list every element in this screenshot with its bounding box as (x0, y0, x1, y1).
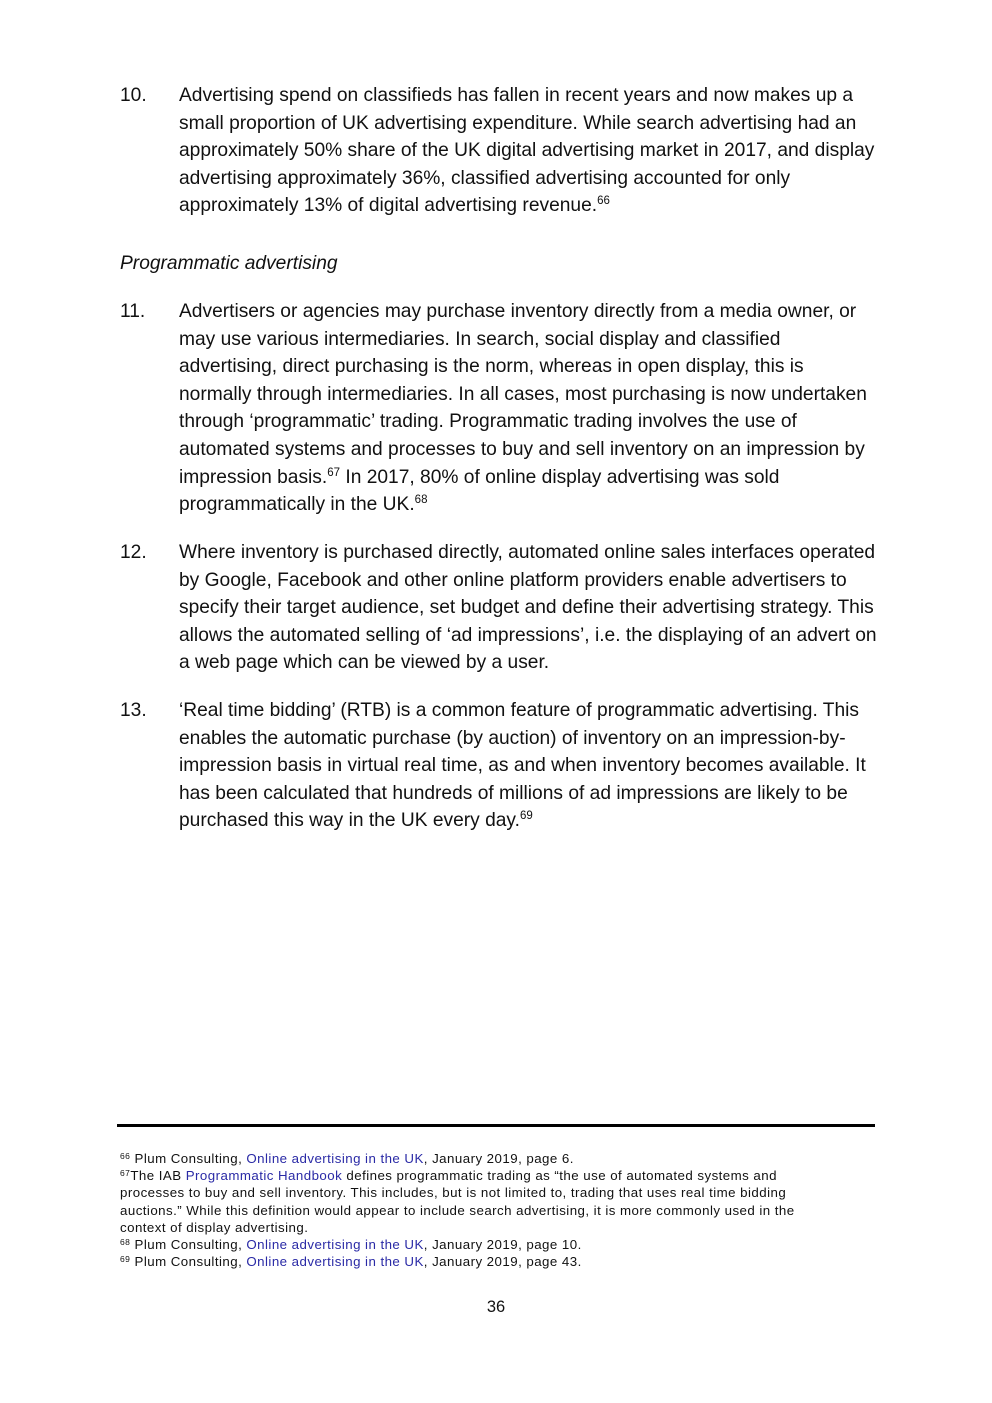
paragraph-number: 11. (120, 301, 146, 322)
footnote-69 (120, 1253, 840, 1270)
footnote-separator (117, 1124, 875, 1127)
footnote-mark: 66 (120, 1151, 131, 1161)
footnote-link[interactable]: Online advertising in the UK (246, 1254, 424, 1270)
footnote-mark: 67 (120, 1168, 131, 1179)
footnote-link[interactable]: Programmatic Handbook (185, 1168, 343, 1184)
footnote-66 (120, 1150, 840, 1167)
section-subheading: Programmatic advertising (120, 253, 338, 274)
paragraph-number: 10. (120, 85, 147, 106)
paragraph-text: In 2017, 80% of online display advertising was sold programmatically in the UK. (179, 466, 780, 516)
footnote-mark: 68 (120, 1237, 131, 1248)
paragraph-number: 13. (120, 700, 147, 721)
footnote-67 (120, 1167, 840, 1236)
paragraph-text: ‘Real time bidding’ (RTB) is a common feature of programmatic advertising. This enables the automatic purchase (by auction) of inventory on an impression-by-impression basis in virtual real time, as and when inventory becomes available. It has been calculated that hundreds of millions of ad impressions are likely to be purchased this way in the UK every day. (179, 700, 866, 832)
paragraph-body (179, 298, 880, 519)
page-number: 36 (486, 1298, 506, 1316)
footnote-text: defines programmatic trading as “the use of automated systems and processes to buy and sell inventory. This includes, but is not limited to, trading that uses real time bidding auctions.” While this definition would appear to include search advertising, it is more commonly used in the context of display advertising. (120, 1168, 795, 1235)
paragraph-10 (120, 82, 880, 220)
footnote-text: Plum Consulting, (130, 1151, 247, 1166)
paragraph-12 (120, 539, 880, 677)
paragraph-body (179, 697, 880, 835)
footnotes (120, 1150, 840, 1270)
footnote-reference[interactable]: 67 (327, 466, 341, 479)
paragraph-13 (120, 697, 880, 835)
paragraph-11 (120, 298, 880, 519)
paragraph-number: 12. (120, 542, 147, 563)
paragraph-text: Advertising spend on classifieds has fallen in recent years and now makes up a small proportion of UK advertising expenditure. While search advertising had an approximately 50% share of the UK digital advertising market in 2017, and display advertising approximately 36%, classified advertising accounted for only approximately 13% of digital advertising revenue. (179, 85, 875, 217)
footnote-reference[interactable]: 66 (597, 195, 610, 208)
footnote-text: , January 2019, page 10. (423, 1237, 582, 1253)
paragraph-text: Advertisers or agencies may purchase inventory directly from a media owner, or may use various intermediaries. In search, social display and classified advertising, direct purchasing is the norm, whereas in open display, this is normally through intermediaries. In all cases, most purchasing is now undertaken through ‘programmatic’ trading. Programmatic trading involves the use of automated systems and processes to buy and sell inventory on an impression by impression basis. (179, 301, 867, 488)
footnote-link[interactable]: Online advertising in the UK (246, 1237, 424, 1253)
footnote-text: Plum Consulting, (130, 1237, 247, 1253)
paragraph-body (179, 539, 880, 677)
footnote-mark: 69 (120, 1254, 131, 1265)
footnote-text: , January 2019, page 43. (423, 1254, 582, 1270)
footnote-text: Plum Consulting, (130, 1254, 247, 1270)
paragraph-body (179, 82, 880, 220)
footnote-reference[interactable]: 69 (519, 810, 533, 823)
footnote-reference[interactable]: 68 (414, 494, 428, 507)
paragraph-text: Where inventory is purchased directly, automated online sales interfaces operated by Google, Facebook and other online platform providers enable advertisers to specify their target audience, set budget and define their advertising strategy. This allows the automated selling of ‘ad impressions’, i.e. the displaying of an advert on a web page which can be viewed by a user. (179, 542, 877, 674)
footnote-link[interactable]: Online advertising in the UK (246, 1151, 424, 1166)
footnote-text: The IAB (130, 1168, 186, 1184)
footnote-68 (120, 1236, 840, 1253)
footnote-text: , January 2019, page 6. (423, 1151, 574, 1166)
